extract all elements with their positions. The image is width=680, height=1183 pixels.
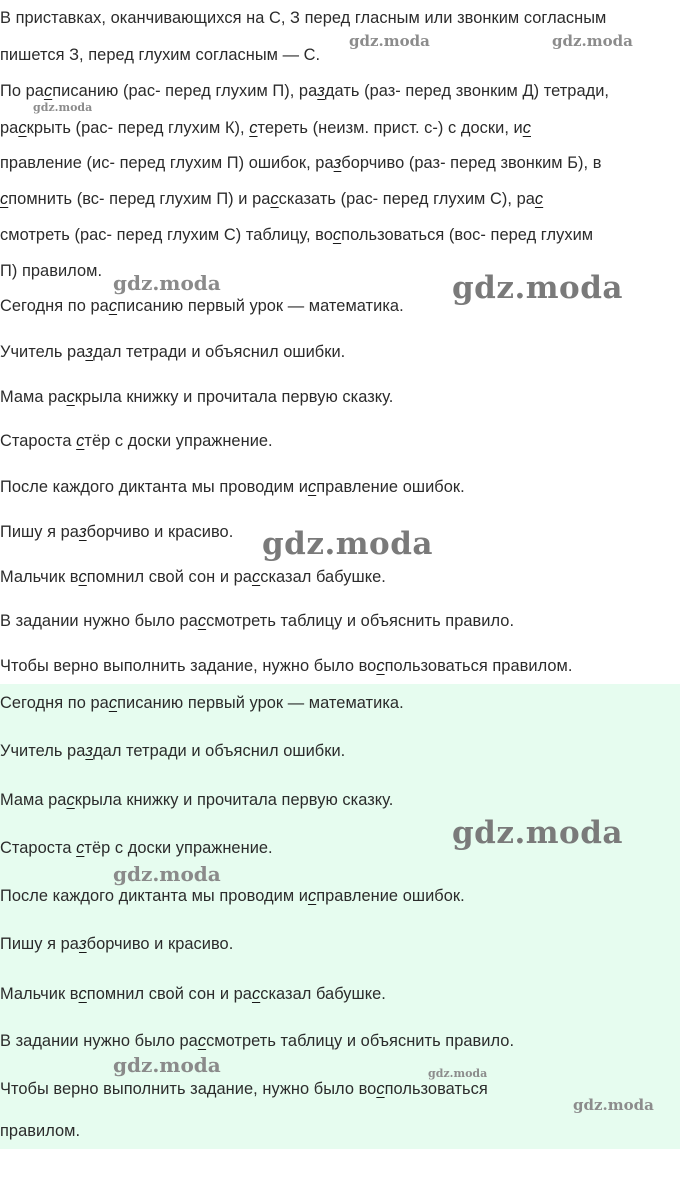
- explanation-line-5: смотреть (рас- перед глухим С) таблицу, воспользоваться (вос- перед глухим: [0, 226, 594, 244]
- explanation-line-6: П) правилом.: [0, 262, 103, 280]
- sentence-5: После каждого диктанта мы проводим исправление ошибок.: [0, 478, 465, 496]
- green-sentence-2: Учитель раздал тетради и объяснил ошибки.: [0, 742, 346, 760]
- watermark-logo: gdz.moda: [113, 1053, 221, 1077]
- green-sentence-4: Староста стёр с доски упражнение.: [0, 839, 273, 857]
- green-sentence-9: Чтобы верно выполнить задание, нужно было воспользоваться: [0, 1080, 488, 1098]
- green-sentence-8: В задании нужно было рассмотреть таблицу и объяснить правило.: [0, 1032, 515, 1050]
- sentence-6: Пишу я разборчиво и красиво.: [0, 523, 234, 541]
- explanation-line-2: раскрыть (рас- перед глухим К), стереть (неизм. прист. с-) с доски, ис: [0, 119, 531, 137]
- watermark-logo: gdz.moda: [113, 271, 221, 295]
- watermark-logo: gdz.moda: [428, 1067, 488, 1080]
- green-sentence-5: После каждого диктанта мы проводим исправление ошибок.: [0, 887, 465, 905]
- rule-line-1: В приставках, оканчивающихся на С, З перед гласным или звонким согласным: [0, 9, 607, 27]
- green-sentence-1: Сегодня по расписанию первый урок — математика.: [0, 694, 404, 712]
- green-sentence-6: Пишу я разборчиво и красиво.: [0, 935, 234, 953]
- watermark-logo: gdz.moda: [452, 815, 623, 851]
- green-sentence-7: Мальчик вспомнил свой сон и рассказал бабушке.: [0, 985, 386, 1003]
- sentence-2: Учитель раздал тетради и объяснил ошибки.: [0, 343, 346, 361]
- sentence-7: Мальчик вспомнил свой сон и рассказал бабушке.: [0, 568, 386, 586]
- sentence-1: Сегодня по расписанию первый урок — математика.: [0, 297, 404, 315]
- watermark-logo: gdz.moda: [113, 862, 221, 886]
- sentence-8: В задании нужно было рассмотреть таблицу и объяснить правило.: [0, 612, 515, 630]
- sentence-3: Мама раскрыла книжку и прочитала первую сказку.: [0, 388, 394, 406]
- explanation-line-1: По расписанию (рас- перед глухим П), раздать (раз- перед звонким Д) тетради,: [0, 82, 610, 100]
- watermark-logo: gdz.moda: [262, 526, 433, 562]
- watermark-logo: gdz.moda: [552, 32, 633, 50]
- watermark-logo: gdz.moda: [33, 101, 93, 114]
- rule-line-2: пишется З, перед глухим согласным — С.: [0, 46, 321, 64]
- green-sentence-3: Мама раскрыла книжку и прочитала первую сказку.: [0, 791, 394, 809]
- sentence-4: Староста стёр с доски упражнение.: [0, 432, 273, 450]
- green-sentence-9-cont: правилом.: [0, 1122, 81, 1140]
- sentence-9: Чтобы верно выполнить задание, нужно было воспользоваться правилом.: [0, 657, 573, 675]
- explanation-line-4: спомнить (вс- перед глухим П) и рассказать (рас- перед глухим С), рас: [0, 190, 544, 208]
- watermark-logo: gdz.moda: [349, 32, 430, 50]
- watermark-logo: gdz.moda: [573, 1096, 654, 1114]
- watermark-logo: gdz.moda: [452, 270, 623, 306]
- explanation-line-3: правление (ис- перед глухим П) ошибок, разборчиво (раз- перед звонким Б), в: [0, 154, 602, 172]
